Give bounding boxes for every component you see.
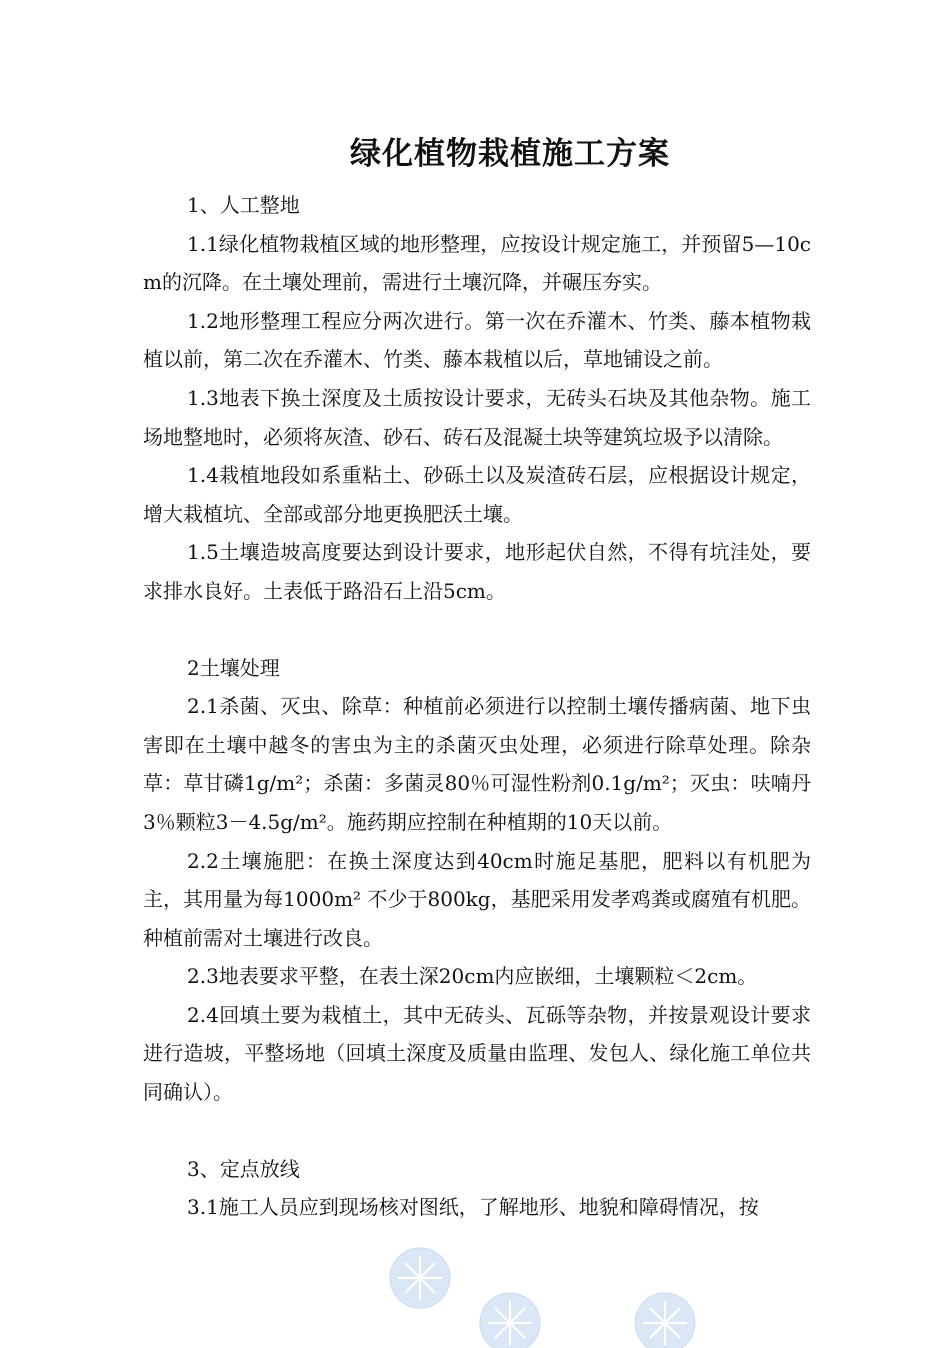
- section-heading: 3、定点放线: [187, 1156, 300, 1181]
- section-heading: 1、人工整地: [187, 193, 300, 217]
- page-title: 绿化植物栽植施工方案: [350, 136, 670, 172]
- section-3: [143, 1150, 811, 1227]
- paragraph: 1.1绿化植物栽植区域的地形整理，应按设计规定施工，并预留5—10cm的沉降。在土壤处理前，需进行土壤沉降，并碾压夯实。: [143, 231, 811, 295]
- paragraph: 2.3地表要求平整，在表土深20cm内应嵌细，土壤颗粒＜2cm。: [187, 964, 758, 989]
- document-body: [143, 186, 811, 1227]
- paragraph: 2.2土壤施肥：在换土深度达到40cm时施足基肥，肥料以有机肥为主，其用量为每1000m² 不少于800kg，基肥采用发孝鸡粪或腐殖有机肥。种植前需对土壤进行改良。: [143, 848, 811, 950]
- paragraph: 1.2地形整理工程应分两次进行。第一次在乔灌木、竹类、藤本植物栽植以前，第二次在乔灌木、竹类、藤本栽植以后，草地铺设之前。: [143, 308, 811, 372]
- paragraph: 3.1施工人员应到现场核对图纸，了解地形、地貌和障碍情况，按: [187, 1195, 759, 1220]
- paragraph: 2.4回填土要为栽植土，其中无砖头、瓦砾等杂物，并按景观设计要求进行造坡，平整场地（回填土深度及质量由监理、发包人、绿化施工单位共同确认）。: [143, 1002, 811, 1105]
- section-1: [143, 186, 811, 611]
- paragraph: 1.4栽植地段如系重粘土、砂砾土以及炭渣砖石层，应根据设计规定，增大栽植坑、全部或部分地更换肥沃土壤。: [143, 463, 811, 526]
- section-heading: 2土壤处理: [187, 655, 280, 680]
- snowflake-watermark-icon: [360, 1238, 720, 1348]
- section-spacer: [143, 1112, 811, 1150]
- section-spacer: [143, 611, 811, 649]
- paragraph: 2.1杀菌、灭虫、除草：种植前必须进行以控制土壤传播病菌、地下虫害即在土壤中越冬的害虫为主的杀菌灭虫处理，必须进行除草处理。除杂草：草甘磷1g/m²；杀菌：多菌灵80％可湿性粉剂0.1g/m²；灭虫：呋喃丹3％颗粒3－4.5g/m²。施药期应控制在种植期的10天以前。: [143, 694, 811, 834]
- paragraph: 1.3地表下换土深度及土质按设计要求，无砖头石块及其他杂物。施工场地整地时，必须将灰渣、砂石、砖石及混凝土块等建筑垃圾予以清除。: [143, 385, 811, 449]
- section-2: [143, 649, 811, 1112]
- paragraph: 1.5土壤造坡高度要达到设计要求，地形起伏自然，不得有坑洼处，要求排水良好。土表低于路沿石上沿5cm。: [143, 540, 811, 603]
